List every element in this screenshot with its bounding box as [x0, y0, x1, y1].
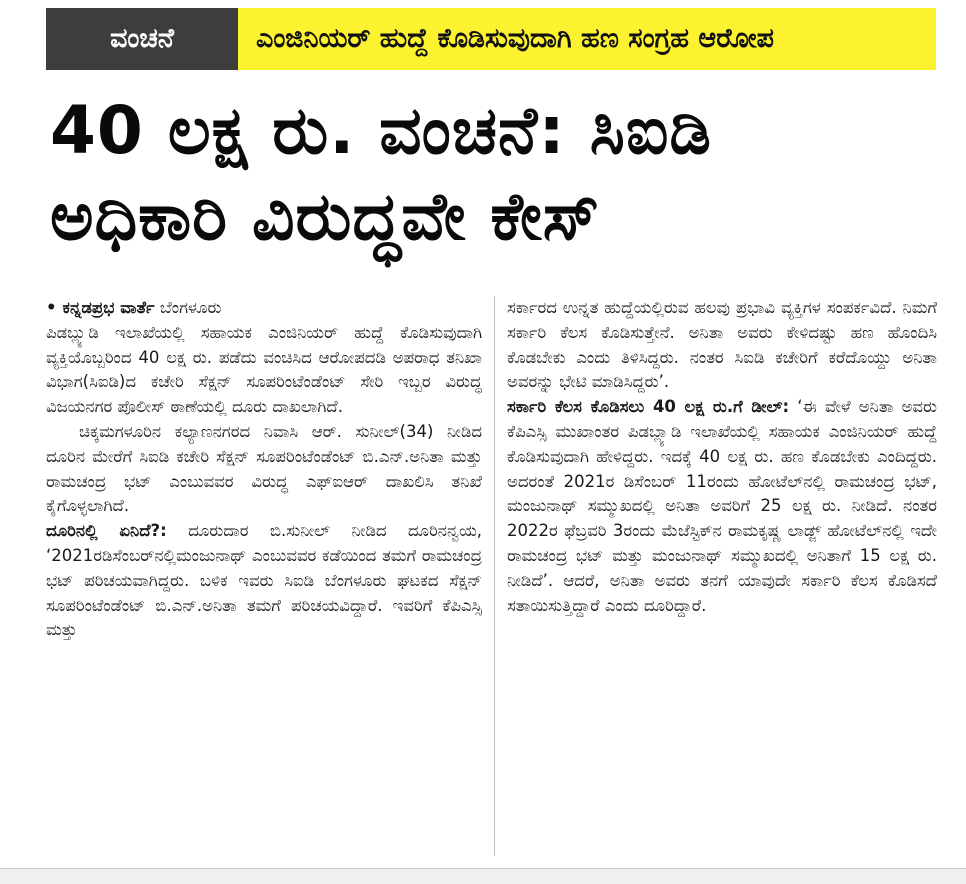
paragraph-2: ಚಿಕ್ಕಮಗಳೂರಿನ ಕಲ್ಯಾಣನಗರದ ನಿವಾಸಿ ಆರ್. ಸುನೀಲ್(34) ನೀಡಿದ ದೂರಿನ ಮೇರೆಗೆ ಸಿಐಡಿ ಕಚೇರಿ ಸೆಕ್ಷನ್ ಸೂಪರಿಂಟೆಂಡೆಂಟ್ ಬಿ.ಎನ್.ಅನಿತಾ ಮತ್ತು ರಾಮಚಂದ್ರ ಭಟ್ ಎಂಬುವವರ ವಿರುದ್ಧ ಎಫ್ಐಆರ್ ದಾಖಲಿಸಿ ತನಿಖೆ ಕೈಗೊಳ್ಳಲಾಗಿದೆ.: [46, 421, 482, 516]
headline: [50, 88, 940, 260]
headline-line-1: 40 ಲಕ್ಷ ರು. ವಂಚನೆ: ಸಿಐಡಿ: [50, 92, 713, 169]
subhead-deal: ಸರ್ಕಾರಿ ಕೆಲಸ ಕೊಡಿಸಲು 40 ಲಕ್ಷ ರು.ಗೆ ಡೀಲ್:: [507, 397, 790, 417]
kicker-text: ಎಂಜಿನಿಯರ್ ಹುದ್ದೆ ಕೊಡಿಸುವುದಾಗಿ ಹಣ ಸಂಗ್ರಹ ಆರೋಪ: [238, 8, 936, 70]
article-column-right: [507, 296, 937, 866]
paragraph-5-container: [507, 395, 937, 618]
paragraph-3-container: [46, 519, 482, 643]
paragraph-1: ಪಿಡಬ್ಲ್ಯುಡಿ ಇಲಾಖೆಯಲ್ಲಿ ಸಹಾಯಕ ಎಂಜಿನಿಯರ್ ಹುದ್ದೆ ಕೊಡಿಸುವುದಾಗಿ ವ್ಯಕ್ತಿಯೊಬ್ಬರಿಂದ 40 ಲಕ್ಷ ರು. ಪಡೆದು ವಂಚಿಸಿದ ಆರೋಪದಡಿ ಅಪರಾಧ ತನಿಖಾ ವಿಭಾಗ(ಸಿಐಡಿ)ದ ಕಚೇರಿ ಸೆಕ್ಷನ್ ಸೂಪರಿಂಟೆಂಡೆಂಟ್ ಸೇರಿ ಇಬ್ಬರ ವಿರುದ್ಧ ವಿಜಯನಗರ ಪೊಲೀಸ್ ಠಾಣೆಯಲ್ಲಿ ದೂರು ದಾಖಲಾಗಿದೆ.: [46, 322, 482, 417]
article-column-left: [46, 296, 482, 866]
headline-line-2: ಅಧಿಕಾರಿ ವಿರುದ್ಧವೇ ಕೇಸ್: [50, 178, 601, 255]
section-kicker: [46, 8, 936, 70]
paragraph-3: ದೂರುದಾರ ಬಿ.ಸುನೀಲ್ ನೀಡಿದ ದೂರಿನನ್ವಯ, ‘2021ರಡಿಸೆಂಬರ್‌ನಲ್ಲಿಮಂಜುನಾಥ್ ಎಂಬುವವರ ಕಡೆಯಿಂದ ತಮಗೆ ರಾಮಚಂದ್ರ ಭಟ್ ಪರಿಚಯವಾಗಿದ್ದರು. ಬಳಿಕ ಇವರು ಸಿಐಡಿ ಬೆಂಗಳೂರು ಘಟಕದ ಸೆಕ್ಷನ್ ಸೂಪರಿಂಟೆಂಡೆಂಟ್ ಬಿ.ಎನ್.ಅನಿತಾ ತಮಗೆ ಪರಿಚಯವಿದ್ದಾರೆ. ಇವರಿಗೆ ಕೆಪಿಎಸ್ಸಿ ಮತ್ತು: [46, 521, 482, 640]
dateline: ಬೆಂಗಳೂರು: [159, 298, 222, 317]
bullet-icon: •: [46, 298, 57, 317]
byline-row: [46, 296, 482, 321]
paragraph-5: ‘ಈ ವೇಳೆ ಅನಿತಾ ಅವರು ಕೆಪಿಎಸ್ಸಿ ಮುಖಾಂತರ ಪಿಡಬ್ಲ್ಯಾಡಿ ಇಲಾಖೆಯಲ್ಲಿ ಸಹಾಯಕ ಎಂಜಿನಿಯರ್ ಹುದ್ದೆ ಕೊಡಿಸುವುದಾಗಿ ಹೇಳಿದ್ದರು. ಇದಕ್ಕೆ 40 ಲಕ್ಷ ರು. ಹಣ ಕೊಡಬೇಕು ಎಂದಿದ್ದರು. ಅದರಂತೆ 2021ರ ಡಿಸೆಂಬರ್ 11ರಂದು ಹೋಟೆಲ್‌ನಲ್ಲಿ ರಾಮಚಂದ್ರ ಭಟ್, ಮಂಜುನಾಥ್ ಸಮ್ಮುಖದಲ್ಲಿ ಅನಿತಾ ಅವರಿಗೆ 25 ಲಕ್ಷ ರು. ನೀಡಿದೆ. ನಂತರ 2022ರ ಫೆಬ್ರವರಿ 3ರಂದು ಮೆಜೆಸ್ಟಿಕ್‌ನ ರಾಮಕೃಷ್ಣ ಲಾಡ್ಜ್ ಹೋಟೆಲ್‌ನಲ್ಲಿ ಇದೇ ರಾಮಚಂದ್ರ ಭಟ್ ಮತ್ತು ಮಂಜುನಾಥ್ ಸಮ್ಮುಖದಲ್ಲಿ ಅನಿತಾಗೆ 15 ಲಕ್ಷ ರು. ನೀಡಿದೆ’. ಆದರೆ, ಅನಿತಾ ಅವರು ತನಗೆ ಯಾವುದೇ ಸರ್ಕಾರಿ ಕೆಲಸ ಕೊಡಿಸದೆ ಸತಾಯಿಸುತ್ತಿದ್ದಾರೆ ಎಂದು ದೂರಿದ್ದಾರೆ.: [507, 397, 937, 615]
subhead-complaint: ದೂರಿನಲ್ಲಿ ಏನಿದೆ?:: [46, 521, 167, 541]
paragraph-4: ಸರ್ಕಾರದ ಉನ್ನತ ಹುದ್ದೆಯಲ್ಲಿರುವ ಹಲವು ಪ್ರಭಾವಿ ವ್ಯಕ್ತಿಗಳ ಸಂಪರ್ಕವಿದೆ. ನಿಮಗೆ ಸರ್ಕಾರಿ ಕೆಲಸ ಕೊಡಿಸುತ್ತೇನೆ. ಅನಿತಾ ಅವರು ಕೇಳಿದಷ್ಟು ಹಣ ಹೊಂದಿಸಿ ಕೊಡಬೇಕು ಎಂದು ತಿಳಿಸಿದ್ದರು. ನಂತರ ಸಿಐಡಿ ಕಚೇರಿಗೆ ಕರೆದೊಯ್ದು ಅನಿತಾ ಅವರನ್ನು ಭೇಟಿ ಮಾಡಿಸಿದ್ದರು’.: [507, 298, 937, 392]
byline: ಕನ್ನಡಪ್ರಭ ವಾರ್ತೆ: [62, 298, 155, 317]
kicker-tag: ವಂಚನೆ: [46, 8, 238, 70]
column-divider: [494, 296, 495, 856]
page-bottom-strip: [0, 868, 966, 884]
